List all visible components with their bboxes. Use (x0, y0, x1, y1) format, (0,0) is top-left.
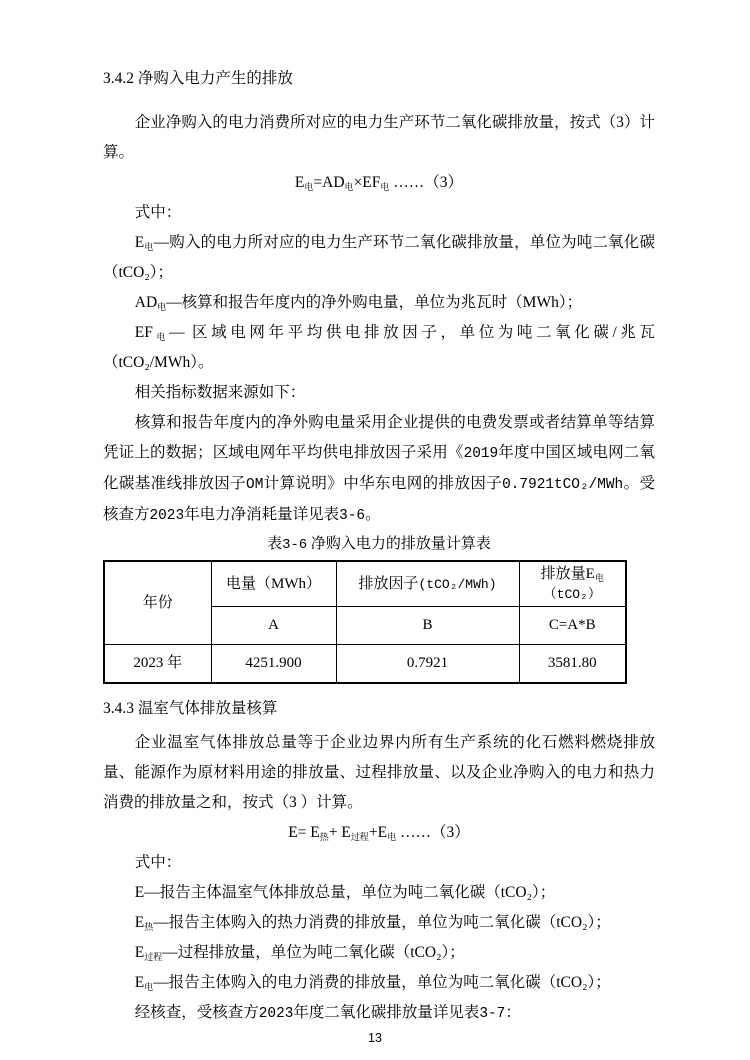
table-header-year: 年份 (104, 561, 211, 644)
definition-ad-electricity: $AD_电—$核算和报告年度内的净外购电量，单位为兆瓦时（MWh）； (134, 294, 583, 312)
definition-e-process: $E_{过程}—$过程排放量，单位为吨二氧化碳（tCO₂）； (134, 944, 465, 962)
definition-e-electricity: $E_电—$购入的电力所对应的电力生产环节二氧化碳排放量，单位为吨二氧化碳（tCO₂）； (103, 234, 655, 281)
definition-e-electricity-343: $E_电—$报告主体购入的电力消费的排放量，单位为吨二氧化碳（tCO₂）； (134, 974, 611, 992)
definition-ef-electricity: $EF_电—$ 区域电网年平均供电排放因子，单位为吨二氧化碳/兆瓦（tCO₂/MWh）。 (103, 324, 655, 371)
paragraph-intro-343: 企业温室气体排放总量等于企业边界内所有生产系统的化石燃料燃烧排放量、能源作为原材料用途的排放量、过程排放量、以及企业净购入的电力和热力消费的排放量之和，按式（3 ）计算。 (103, 734, 655, 811)
table-cell-electricity: 4251.900 (211, 644, 336, 683)
table-cell-factor: 0.7921 (336, 644, 519, 683)
definition-e-total: E—报告主体温室气体排放总量，单位为吨二氧化碳（tCO₂）； (134, 884, 556, 901)
table-cell-col-c: C=A*B (519, 606, 626, 644)
paragraph-closing: 经核查，受核查方2023年度二氧化碳排放量详见表3-7： (134, 1004, 521, 1022)
table-header-emission (519, 561, 626, 606)
table-cell-year: 2023 年 (104, 644, 211, 683)
where-label-342: 式中： (134, 204, 182, 221)
table-header-row (104, 561, 626, 606)
formula-electricity-emission: $E_电=AD_电\times EF_电$ ……（3） (294, 174, 464, 192)
definition-e-heat: $E_热—$报告主体购入的热力消费的排放量，单位为吨二氧化碳（tCO₂）； (134, 914, 611, 932)
table-header-emission-symbol: 排放量$E_电$ (540, 566, 604, 584)
section-heading-3-4-2: 3.4.2 净购入电力产生的排放 (103, 70, 293, 87)
table-caption: 表3-6 净购入电力的排放量计算表 (267, 536, 491, 553)
paragraph-data-source-detail: 核算和报告年度内的净外购电量采用企业提供的电费发票或者结算单等结算凭证上的数据；区域电网年平均供电排放因子采用《2019年度中国区域电网二氧化碳基准线排放因子OM计算说明》中华东电网的排放因子0.7921tCO₂/MWh。受核查方2023年电力净消耗量详见表3-6。 (103, 414, 655, 524)
table-header-electricity: 电量（MWh） (211, 561, 336, 606)
document-content (103, 64, 655, 1029)
paragraph-data-source-label: 相关指标数据来源如下： (134, 384, 306, 401)
table-header-factor: 排放因子(tCO₂/MWh) (336, 561, 519, 606)
table-data-row (104, 644, 626, 683)
table-header-emission-unit: （tCO₂） (543, 585, 602, 602)
where-label-343: 式中： (134, 854, 182, 871)
section-heading-3-4-3: 3.4.3 温室气体排放量核算 (103, 700, 278, 717)
page-number: 13 (368, 1031, 382, 1045)
paragraph-intro-342: 企业净购入的电力消费所对应的电力生产环节二氧化碳排放量，按式（3）计算。 (103, 114, 655, 161)
net-purchased-electricity-table (103, 560, 627, 684)
table-cell-col-a: A (211, 606, 336, 644)
table-cell-emission: 3581.80 (519, 644, 626, 683)
table-cell-col-b: B (336, 606, 519, 644)
formula-total-emission: $E= E_热+ E_{过程}+E_电$ ……（3） (288, 824, 470, 842)
